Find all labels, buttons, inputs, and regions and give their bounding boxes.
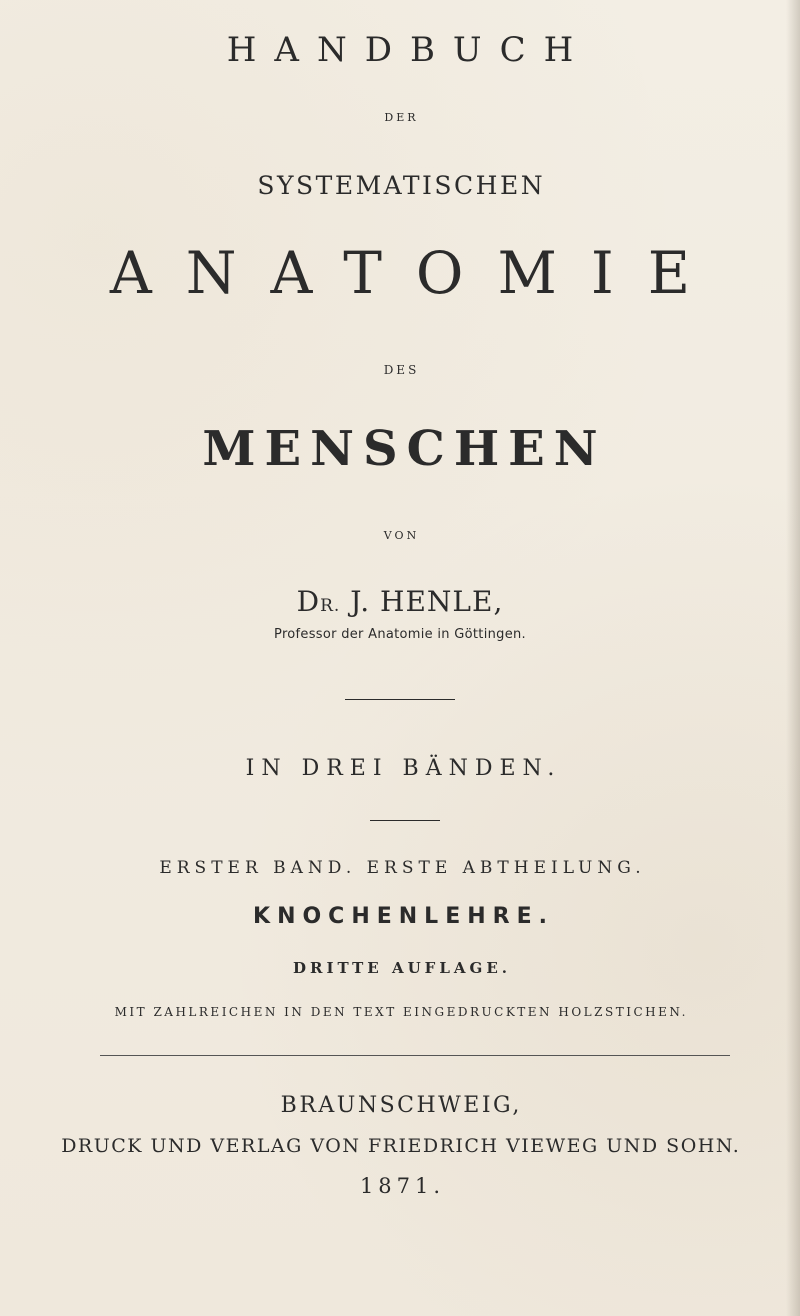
divider-rule xyxy=(100,1055,730,1056)
author-affiliation: Professor der Anatomie in Göttingen. xyxy=(274,627,526,642)
subject-title: KNOCHENLEHRE. xyxy=(253,904,554,929)
title-handbuch: HANDBUCH xyxy=(226,30,592,70)
author-line xyxy=(0,585,800,623)
divider-rule xyxy=(370,820,440,821)
publication-year: 1871. xyxy=(359,1174,446,1198)
illustrations-note: MIT ZAHLREICHEN IN DEN TEXT EINGEDRUCKTEN HOLZSTICHEN. xyxy=(114,1005,688,1019)
title-der: DER xyxy=(384,111,419,124)
author-name: J. HENLE, xyxy=(350,585,504,618)
volume-part: ERSTER BAND. ERSTE ABTHEILUNG. xyxy=(159,858,646,878)
publisher-line: DRUCK UND VERLAG VON FRIEDRICH VIEWEG UND SOHN. xyxy=(61,1135,741,1157)
author-prefix-d: D xyxy=(296,585,321,618)
title-menschen: MENSCHEN xyxy=(202,421,607,477)
divider-rule xyxy=(345,699,455,700)
volumes-note: IN DREI BÄNDEN. xyxy=(245,756,562,781)
author-prefix-r: R. xyxy=(320,596,341,616)
publication-city: BRAUNSCHWEIG, xyxy=(280,1093,522,1118)
author-by: VON xyxy=(383,529,420,542)
edition: DRITTE AUFLAGE. xyxy=(293,959,511,977)
title-systematischen: SYSTEMATISCHEN xyxy=(257,171,546,200)
title-anatomie: ANATOMIE xyxy=(109,239,725,307)
title-des: DES xyxy=(383,363,420,377)
